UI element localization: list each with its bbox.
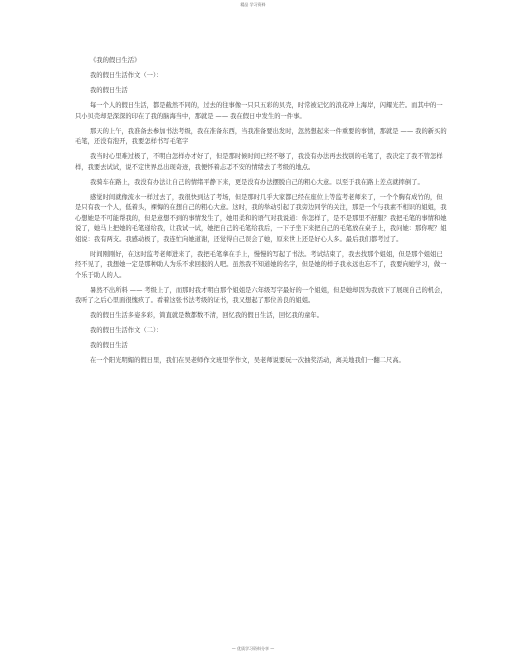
document-title: 《我的假日生活》 [90,57,141,64]
page-header: 精品 学习资料 [240,2,266,7]
paragraph: 每一个人的假日生活，都是截然不同的，过去的往事像一只只五彩的贝壳，时常被记忆的浪花冲上海岸，闪耀光芒。而其中的一只小贝壳却是深深的印在了我的脑海当中，那就是 —— 我在假日中发生的一件事。 [75,102,443,120]
paragraph: 在一个阳光明媚的假日里，我们在吴老师作文班里学作文，吴老师说要玩一次抽奖活动，离关地我们一翻二尺高。 [90,357,405,364]
paragraph: 我的假日生活多姿多彩，简直就是数都数不清，回忆我的假日生活，回忆我的童年。 [90,312,323,319]
paragraph: 暑然不出所料 —— 考级上了，而那时我才明白那个姐姐是六年级写字最好的一个姐姐，但是她却因为我放下了展现自己的机会，我听了之后心里面很愧疚了。看着这张书法考级的证书，我又想起了那位善良的姐姐。 [75,286,447,304]
paragraph: 我当时心里难过极了，不明白怎样办才好了，但是那时候时间已经不够了，我没有办法再去找别的毛笔了，我决定了我不管怎样样，我要去试试，说不定世界总出现奇迹，我便怀着忐忑不安的情绪去了考级的地点。 [75,153,443,171]
section-heading-1: 我的假日生活作文（一）： [90,72,163,79]
document-body [75,56,447,371]
paragraph: 时间刚刚好，在这时监考老师进来了，我把毛笔拿在手上，慢慢的写起了书法。考试结束了，我去找那个姐姐，但是那个姐姐已经不见了，我想她一定是那种助人为乐不求回报的人吧。虽然我不知道她的名字，但是她的样子我永远也忘不了，我要向她学习，做一个乐于助人的人。 [75,250,447,279]
page-footer: — 优质学习资料分享 — [231,646,275,651]
paragraph: 那天的上午，我准备去参加书法考级，我在准备东西，当我准备要出发时，忽然想起来一件重要的事情，那就是 —— 我的新买的毛笔，还没有泡开，我要怎样书写毛笔字 [75,127,447,145]
essay-title-2: 我的假日生活 [90,342,128,349]
essay-title-1: 我的假日生活 [90,87,128,94]
paragraph: 我骑车在路上，我没有办法让自己的情绪平静下来，更是没有办法摆脱自己的粗心大意。以至于我在路上差点就摔倒了。 [90,178,424,186]
section-heading-2: 我的假日生活作文（二）： [90,327,163,334]
paragraph: 感觉时间就像流水一样过去了，我很快到达了考场，但是那时几乎大家都已经在座位上等监考老师来了，一个个胸有成竹的，但是只有我一个人，低着头，裸悔的在想自己的粗心大意。这时，我的举动引起了我旁边同学的关注，那是一个与我素不相识的姐姐，我心想她是不可能帮我的，但是意想不到的事情发生了，她用柔和的语气对我说道：你怎样了，是不是那里不舒服？我把毛笔的事情和她说了，她马上把她的毛笔递给我，让我试一试，她把自己的毛笔给我后，一下子坐下来把自己的毛笔放在桌子上，我问她：那你呢？姐姐说：我有两支。我感动极了，我连忙向她道谢，还觉得自己误会了她，原来世上还是好心人多。最后我们都考过了。 [75,193,447,243]
